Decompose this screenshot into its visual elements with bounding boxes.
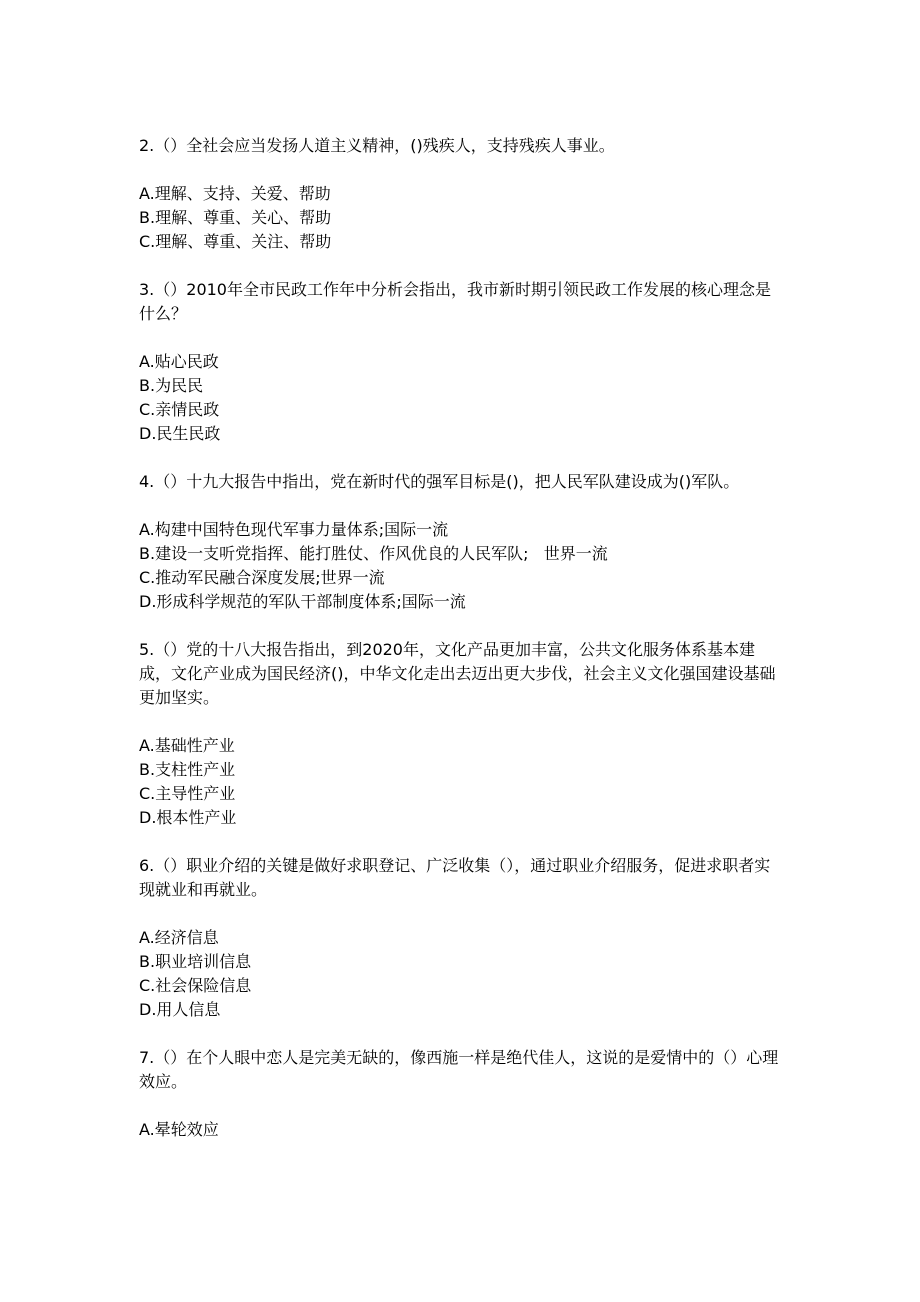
- option-list: [139, 350, 784, 446]
- option-list: [139, 182, 784, 254]
- option-d: D.根本性产业: [139, 808, 237, 827]
- option-b: B.建设一支听党指挥、能打胜仗、作风优良的人民军队; 世界一流: [139, 544, 608, 563]
- option-a: A.构建中国特色现代军事力量体系;国际一流: [139, 520, 449, 539]
- option-a: A.基础性产业: [139, 736, 235, 755]
- option-c: C.推动军民融合深度发展;世界一流: [139, 568, 385, 587]
- option-a: A.贴心民政: [139, 352, 219, 371]
- question-text: 6.（）职业介绍的关键是做好求职登记、广泛收集（），通过职业介绍服务，促进求职者实现就业和再就业。: [139, 856, 771, 899]
- option-c: C.社会保险信息: [139, 976, 252, 995]
- option-c: C.亲情民政: [139, 400, 220, 419]
- option-list: [139, 734, 784, 830]
- option-list: [139, 1118, 784, 1142]
- question-text: 3.（）2010年全市民政工作年中分析会指出，我市新时期引领民政工作发展的核心理念是什么？: [139, 280, 771, 323]
- question-3: [139, 278, 784, 446]
- option-d: D.用人信息: [139, 1000, 221, 1019]
- question-text: 7.（）在个人眼中恋人是完美无缺的，像西施一样是绝代佳人，这说的是爱情中的（）心理效应。: [139, 1048, 779, 1091]
- option-a: A.理解、支持、关爱、帮助: [139, 184, 331, 203]
- document-page: [139, 134, 784, 1166]
- option-b: B.职业培训信息: [139, 952, 252, 971]
- option-c: C.主导性产业: [139, 784, 236, 803]
- question-4: [139, 470, 784, 614]
- option-a: A.经济信息: [139, 928, 219, 947]
- option-a: A.晕轮效应: [139, 1120, 219, 1139]
- question-7: [139, 1046, 784, 1142]
- option-c: C.理解、尊重、关注、帮助: [139, 232, 332, 251]
- option-b: B.理解、尊重、关心、帮助: [139, 208, 332, 227]
- question-text: 4.（）十九大报告中指出，党在新时代的强军目标是()，把人民军队建设成为()军队。: [139, 472, 740, 491]
- question-5: [139, 638, 784, 830]
- option-b: B.为民民: [139, 376, 204, 395]
- option-b: B.支柱性产业: [139, 760, 236, 779]
- option-d: D.形成科学规范的军队干部制度体系;国际一流: [139, 592, 466, 611]
- option-list: [139, 926, 784, 1022]
- question-text: 5.（）党的十八大报告指出，到2020年，文化产品更加丰富，公共文化服务体系基本建成，文化产业成为国民经济()，中华文化走出去迈出更大步伐，社会主义文化强国建设基础更加坚实。: [139, 640, 776, 707]
- question-6: [139, 854, 784, 1022]
- option-d: D.民生民政: [139, 424, 221, 443]
- question-2: [139, 134, 784, 254]
- option-list: [139, 518, 784, 614]
- question-text: 2.（）全社会应当发扬人道主义精神，()残疾人，支持残疾人事业。: [139, 136, 615, 155]
